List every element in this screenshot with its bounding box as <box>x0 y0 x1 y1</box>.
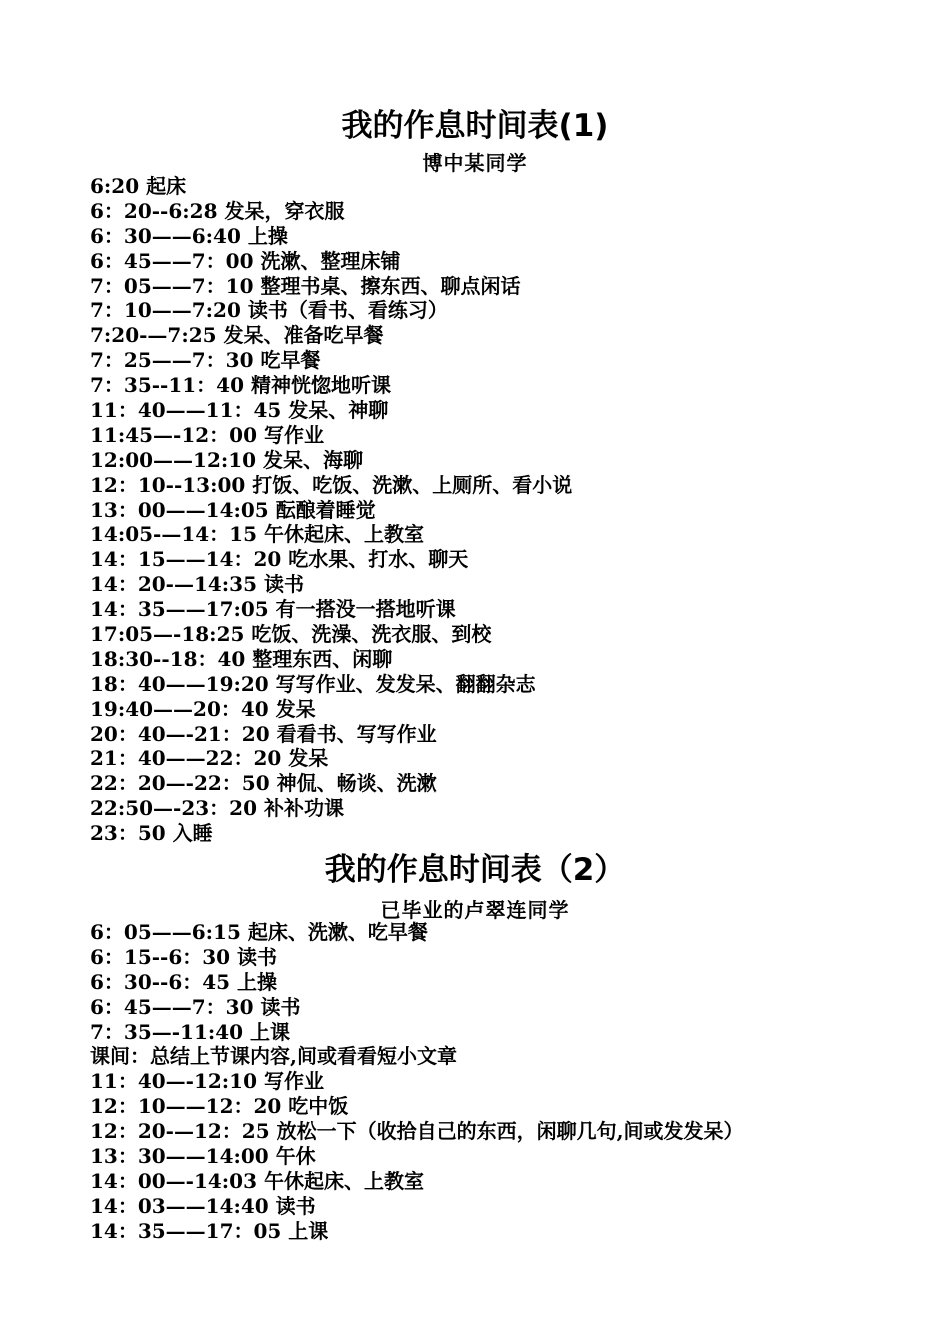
schedule-entry: 11：40—-12:10 写作业 <box>90 1069 324 1094</box>
schedule-entry: 14：35——17:05 有一搭没一搭地听课 <box>90 597 456 622</box>
schedule-entry: 6:20 起床 <box>90 174 187 198</box>
schedule-entry: 6：30--6：45 上操 <box>90 969 278 994</box>
schedule-entry: 13：30——14:00 午休 <box>90 1144 316 1169</box>
schedule-entry: 6：30——6:40 上操 <box>90 223 288 248</box>
schedule-entry: 18：40——19:20 写写作业、发发呆、翻翻杂志 <box>90 671 536 696</box>
schedule-entry: 22:50—-23：20 补补功课 <box>90 796 344 821</box>
schedule-entry: 课间：总结上节课内容,间或看看短小文章 <box>90 1044 457 1069</box>
schedule-entry: 14：15——14：20 吃水果、打水、聊天 <box>90 547 469 572</box>
schedule-entry: 23：50 入睡 <box>90 821 213 846</box>
schedule-1-author: 博中某同学 <box>422 151 528 175</box>
schedule-entry: 17:05—-18:25 吃饭、洗澡、洗衣服、到校 <box>90 622 492 647</box>
schedule-entry: 13：00——14:05 酝酿着睡觉 <box>90 497 376 522</box>
schedule-entry: 11:45—-12：00 写作业 <box>90 422 324 447</box>
schedule-entry: 7:20-—7:25 发呆、准备吃早餐 <box>90 323 384 348</box>
schedule-entry: 19:40——20：40 发呆 <box>90 696 316 721</box>
schedule-entry: 6：20--6:28 发呆，穿衣服 <box>90 198 345 223</box>
schedule-entry: 6：45——7：00 洗漱、整理床铺 <box>90 248 401 273</box>
schedule-entry: 14：00—-14:03 午休起床、上教室 <box>90 1168 424 1193</box>
schedule-entry: 7：25——7：30 吃早餐 <box>90 348 321 373</box>
schedule-2-list <box>90 920 930 1244</box>
schedule-2-title: 我的作息时间表（2） <box>324 852 626 888</box>
schedule-entry: 14:05-—14：15 午休起床、上教室 <box>90 522 424 547</box>
schedule-entry: 12：10--13:00 打饭、吃饭、洗漱、上厕所、看小说 <box>90 472 573 497</box>
schedule-entry: 7：05——7：10 整理书桌、擦东西、聊点闲话 <box>90 273 521 298</box>
schedule-entry: 14：20-—14:35 读书 <box>90 572 304 597</box>
schedule-entry: 7：10——7:20 读书（看书、看练习） <box>90 298 448 323</box>
schedule-entry: 21：40——22：20 发呆 <box>90 746 329 771</box>
schedule-entry: 22：20—-22：50 神侃、畅谈、洗漱 <box>90 771 437 796</box>
schedule-entry: 7：35—-11:40 上课 <box>90 1019 291 1044</box>
schedule-entry: 12：10——12：20 吃中饭 <box>90 1094 349 1119</box>
schedule-entry: 14：03——14:40 读书 <box>90 1193 316 1218</box>
schedule-1-title: 我的作息时间表(1) <box>341 108 609 144</box>
schedule-entry: 12：20-—12：25 放松一下（收拾自己的东西，闲聊几句,间或发发呆） <box>90 1119 744 1144</box>
schedule-entry: 6：05——6:15 起床、洗漱、吃早餐 <box>90 920 428 944</box>
schedule-2-author: 已毕业的卢翠连同学 <box>380 898 570 922</box>
schedule-entry: 18:30--18：40 整理东西、闲聊 <box>90 646 393 671</box>
schedule-1-list <box>90 174 930 846</box>
schedule-entry: 6：15--6：30 读书 <box>90 944 278 969</box>
schedule-entry: 7：35--11：40 精神恍惚地听课 <box>90 373 391 398</box>
schedule-entry: 6：45——7：30 读书 <box>90 994 301 1019</box>
schedule-entry: 20：40—-21：20 看看书、写写作业 <box>90 721 437 746</box>
schedule-entry: 11：40——11：45 发呆、神聊 <box>90 398 389 423</box>
schedule-entry: 14：35——17：05 上课 <box>90 1218 329 1243</box>
schedule-entry: 12:00——12:10 发呆、海聊 <box>90 447 364 472</box>
